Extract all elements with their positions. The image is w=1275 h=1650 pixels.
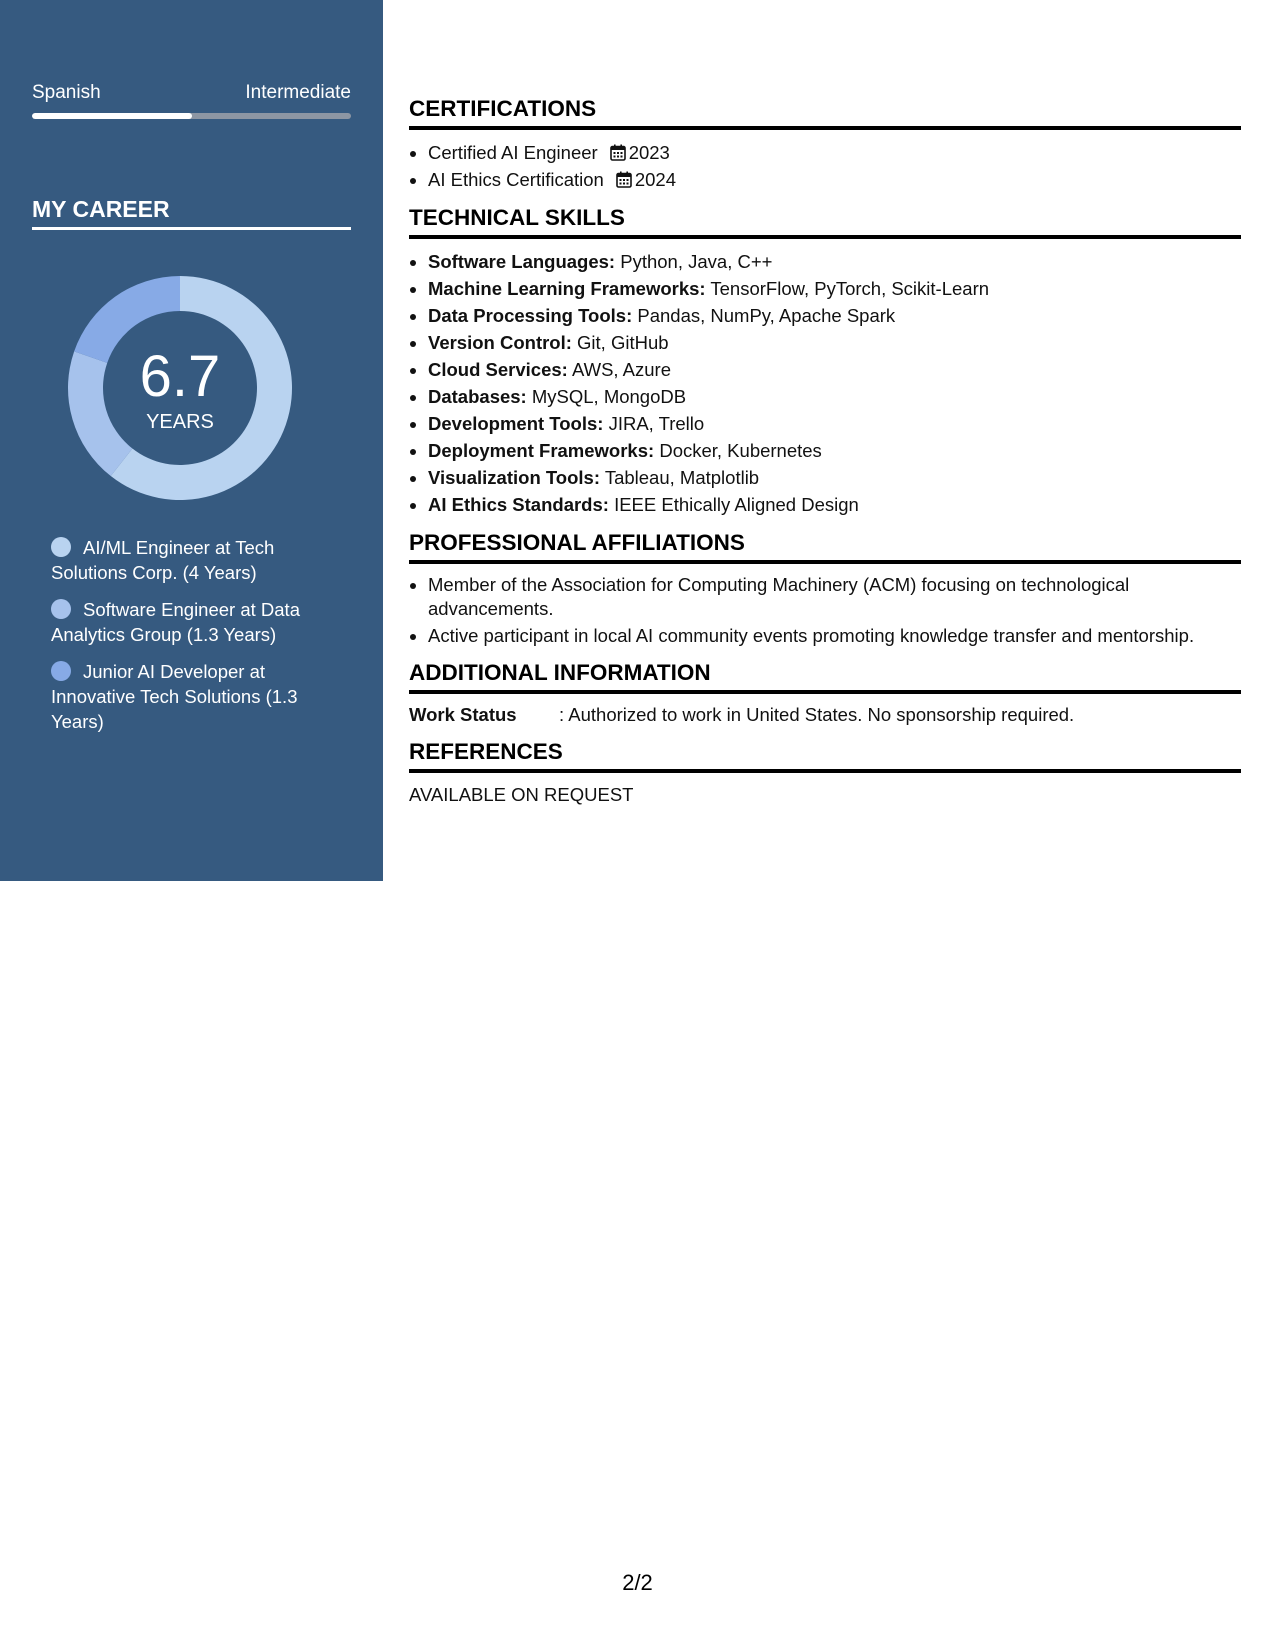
certifications-list bbox=[409, 139, 1241, 193]
calendar-icon bbox=[610, 144, 626, 161]
references-text: AVAILABLE ON REQUEST bbox=[409, 784, 634, 805]
skill-item bbox=[428, 248, 1241, 275]
language-level: Intermediate bbox=[245, 82, 351, 103]
skill-label: Databases: bbox=[428, 386, 527, 407]
career-total-unit: YEARS bbox=[146, 411, 214, 433]
language-proficiency-bar bbox=[32, 113, 351, 119]
career-legend-item bbox=[51, 659, 351, 734]
affiliations-heading: PROFESSIONAL AFFILIATIONS bbox=[409, 530, 1241, 564]
certification-year: 2024 bbox=[634, 169, 676, 190]
language-proficiency-fill bbox=[32, 113, 192, 119]
career-legend bbox=[51, 535, 351, 746]
affiliations-section bbox=[409, 530, 1241, 648]
career-total-value: 6.7 bbox=[139, 344, 221, 409]
skill-label: Visualization Tools: bbox=[428, 467, 601, 488]
career-legend-item bbox=[51, 597, 351, 647]
affiliation-item: • Active participant in local AI community events promoting knowledge transfer and mentorship. bbox=[428, 624, 1241, 648]
skill-item bbox=[428, 491, 1241, 518]
work-status-value: : Authorized to work in United States. No sponsorship required. bbox=[559, 704, 1075, 725]
affiliations-list bbox=[409, 573, 1241, 648]
work-status-label: Work Status bbox=[409, 704, 517, 725]
skill-value: TensorFlow, PyTorch, Scikit-Learn bbox=[710, 278, 990, 299]
sidebar bbox=[0, 0, 383, 881]
skill-value: MySQL, MongoDB bbox=[531, 386, 687, 407]
skill-item bbox=[428, 437, 1241, 464]
career-donut-slice-2 bbox=[68, 351, 132, 476]
certification-year: 2023 bbox=[628, 142, 670, 163]
career-legend-label: Junior AI Developer at Innovative Tech Solutions (1.3 Years) bbox=[51, 661, 298, 732]
page-number: 2/2 bbox=[622, 1570, 653, 1595]
skill-item bbox=[428, 329, 1241, 356]
skill-value: Tableau, Matplotlib bbox=[604, 467, 760, 488]
affiliation-item: • Member of the Association for Computing Machinery (ACM) focusing on technological advancements. bbox=[428, 573, 1241, 621]
certification-name: AI Ethics Certification bbox=[428, 169, 604, 190]
skill-value: AWS, Azure bbox=[571, 359, 671, 380]
skill-value: Git, GitHub bbox=[577, 332, 669, 353]
certifications-heading: CERTIFICATIONS bbox=[409, 96, 1241, 130]
references-section bbox=[409, 739, 1241, 806]
skill-label: Software Languages: bbox=[428, 251, 616, 272]
skill-label: Development Tools: bbox=[428, 413, 604, 434]
career-legend-item bbox=[51, 535, 351, 585]
skill-label: Cloud Services: bbox=[428, 359, 568, 380]
skill-value: JIRA, Trello bbox=[608, 413, 705, 434]
additional-info-section bbox=[409, 660, 1241, 727]
career-legend-label: Software Engineer at Data Analytics Group (1.3 Years) bbox=[51, 599, 300, 645]
main-content bbox=[409, 96, 1241, 818]
certification-item bbox=[428, 139, 1241, 166]
skill-item bbox=[428, 464, 1241, 491]
additional-info-heading: ADDITIONAL INFORMATION bbox=[409, 660, 1241, 694]
skill-item bbox=[428, 383, 1241, 410]
skill-value: Python, Java, C++ bbox=[620, 251, 773, 272]
career-heading: MY CAREER bbox=[32, 196, 351, 230]
skill-value: IEEE Ethically Aligned Design bbox=[614, 494, 859, 515]
skill-item bbox=[428, 410, 1241, 437]
skill-label: AI Ethics Standards: bbox=[428, 494, 609, 515]
skill-item bbox=[428, 356, 1241, 383]
language-row bbox=[32, 82, 351, 104]
certification-name: Certified AI Engineer bbox=[428, 142, 598, 163]
legend-dot-icon bbox=[51, 661, 71, 681]
skill-value: Pandas, NumPy, Apache Spark bbox=[637, 305, 896, 326]
skill-value: Docker, Kubernetes bbox=[659, 440, 822, 461]
certification-item bbox=[428, 166, 1241, 193]
technical-skills-heading: TECHNICAL SKILLS bbox=[409, 205, 1241, 239]
work-status-row bbox=[409, 703, 1241, 727]
calendar-icon bbox=[616, 171, 632, 188]
technical-skills-list bbox=[409, 248, 1241, 518]
skill-item bbox=[428, 275, 1241, 302]
skill-label: Machine Learning Frameworks: bbox=[428, 278, 706, 299]
skill-label: Version Control: bbox=[428, 332, 572, 353]
skill-label: Deployment Frameworks: bbox=[428, 440, 655, 461]
career-legend-label: AI/ML Engineer at Tech Solutions Corp. (4 Years) bbox=[51, 537, 275, 583]
career-donut-chart bbox=[62, 270, 298, 506]
certifications-section bbox=[409, 96, 1241, 193]
skill-label: Data Processing Tools: bbox=[428, 305, 633, 326]
legend-dot-icon bbox=[51, 599, 71, 619]
language-name: Spanish bbox=[32, 82, 101, 103]
technical-skills-section bbox=[409, 205, 1241, 518]
references-heading: REFERENCES bbox=[409, 739, 1241, 773]
legend-dot-icon bbox=[51, 537, 71, 557]
skill-item bbox=[428, 302, 1241, 329]
